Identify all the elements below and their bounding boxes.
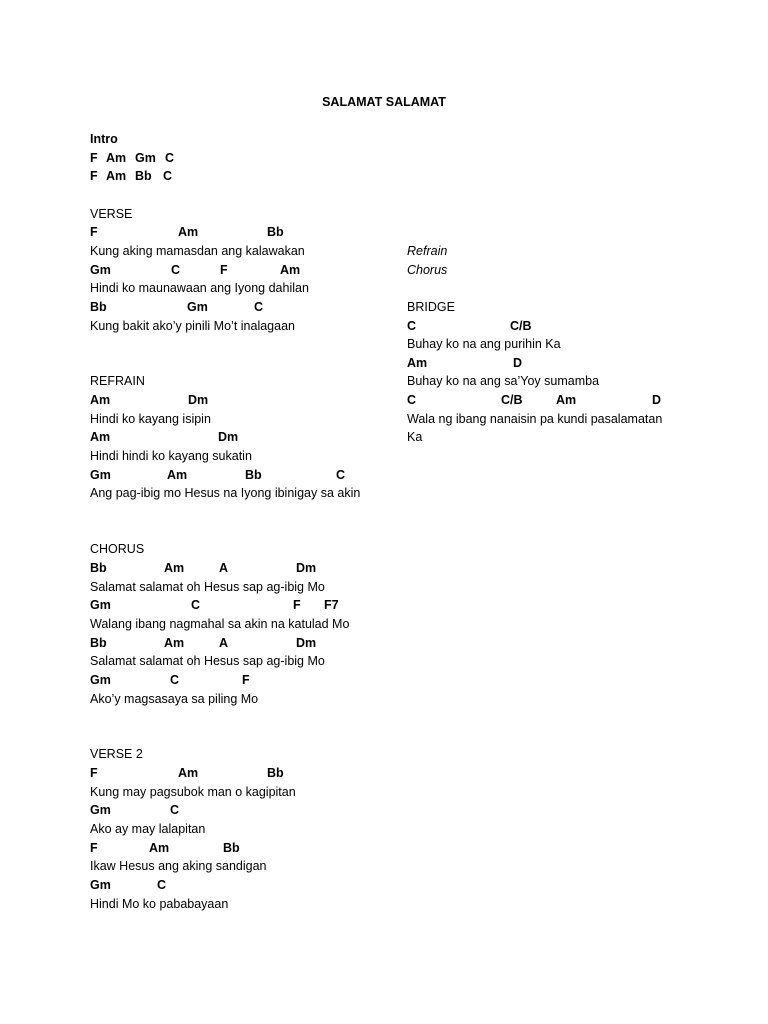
lyric-line: Ako ay may lalapitan xyxy=(90,822,206,837)
chord: F xyxy=(90,766,98,781)
chord-line xyxy=(90,671,390,690)
chord: Am xyxy=(556,393,577,408)
section-heading: VERSE 2 xyxy=(90,747,143,762)
chord: C/B xyxy=(501,393,523,408)
chord: C/B xyxy=(510,318,532,333)
chord: A xyxy=(219,635,229,650)
chord: F xyxy=(90,225,98,240)
chord: Gm xyxy=(187,299,208,314)
chord: Am xyxy=(106,169,127,184)
chord: Dm xyxy=(188,393,209,408)
chord: Gm xyxy=(90,803,111,818)
lyric-line: Salamat salamat oh Hesus sap ag-ibig Mo xyxy=(90,654,325,669)
chord: F xyxy=(220,262,228,277)
chord: Gm xyxy=(90,878,111,892)
lyric-line: Salamat salamat oh Hesus sap ag-ibig Mo xyxy=(90,579,325,594)
chord: D xyxy=(652,393,662,408)
lyric-line: Buhay ko na ang purihin Ka xyxy=(407,337,561,352)
chord: Am xyxy=(149,840,170,855)
chord-line xyxy=(90,876,390,895)
chord: Bb xyxy=(90,299,107,314)
chord: F xyxy=(90,150,98,165)
lyric-line: Hindi ko kayang isipin xyxy=(90,411,211,426)
lyric-line: Walang ibang nagmahal sa akin na katulad Mo xyxy=(90,616,350,631)
lyric-line: Kung may pagsubok man o kagipitan xyxy=(90,784,296,799)
chord-line xyxy=(90,298,390,317)
chord-line xyxy=(407,317,707,336)
chord: C xyxy=(254,299,264,314)
lyric-line: Ang pag-ibig mo Hesus na Iyong ibinigay sa akin xyxy=(90,486,361,501)
chord: Am xyxy=(407,355,428,370)
chord: F xyxy=(90,169,98,184)
chord: Am xyxy=(164,635,185,650)
chord: Gm xyxy=(135,150,156,165)
chord-line xyxy=(407,391,707,410)
chord: C xyxy=(163,169,173,184)
lyric-line: Ka xyxy=(407,430,423,445)
section-heading: REFRAIN xyxy=(90,374,145,389)
section-reference: Chorus xyxy=(407,262,448,277)
chord: Bb xyxy=(267,225,284,240)
chord: A xyxy=(219,560,229,575)
chord: Am xyxy=(178,766,199,781)
chord: Bb xyxy=(267,766,284,781)
chord: C xyxy=(336,467,346,482)
chord: F xyxy=(293,598,301,613)
chord-line xyxy=(90,764,390,783)
section-heading: VERSE xyxy=(90,206,133,221)
lyric-line: Hindi Mo ko pababayaan xyxy=(90,896,229,911)
chord: F7 xyxy=(324,598,339,613)
chord: Bb xyxy=(223,840,240,855)
chord-line xyxy=(90,261,390,280)
lyric-line: Wala ng ibang nanaisin pa kundi pasalamatan xyxy=(407,411,663,426)
chord: Bb xyxy=(90,560,107,575)
chord: Bb xyxy=(245,467,262,482)
chord: Am xyxy=(178,225,199,240)
chord: C xyxy=(157,878,167,892)
chord: Am xyxy=(90,430,111,445)
chord-line xyxy=(90,149,390,168)
chord: C xyxy=(191,598,201,613)
chord-line xyxy=(90,559,390,578)
section-heading: Intro xyxy=(90,132,118,146)
chord: Am xyxy=(90,393,111,408)
chord: Gm xyxy=(90,598,111,613)
chord: D xyxy=(513,355,523,370)
song-title: SALAMAT SALAMAT xyxy=(322,95,446,109)
lyric-line: Kung aking mamasdan ang kalawakan xyxy=(90,243,305,258)
chord: Am xyxy=(167,467,188,482)
chord: Bb xyxy=(135,169,152,184)
chord: Dm xyxy=(296,560,317,575)
chord: Am xyxy=(106,150,127,165)
chord-line xyxy=(90,223,390,242)
section-heading: BRIDGE xyxy=(407,299,455,314)
chord: C xyxy=(165,150,175,165)
chord: Dm xyxy=(296,635,317,650)
chord-line xyxy=(90,634,390,653)
lyric-line: Hindi ko maunawaan ang Iyong dahilan xyxy=(90,281,309,296)
chord-line xyxy=(90,596,390,615)
chord-line xyxy=(90,466,390,485)
chord: F xyxy=(90,840,98,855)
chord-line xyxy=(90,391,390,410)
chord: Dm xyxy=(218,430,239,445)
lyric-line: Hindi hindi ko kayang sukatin xyxy=(90,449,252,464)
chord: Gm xyxy=(90,672,111,687)
chord: C xyxy=(170,672,180,687)
section-reference: Refrain xyxy=(407,243,448,258)
chord: F xyxy=(242,672,250,687)
chord: C xyxy=(407,393,417,408)
lyric-line: Kung bakit ako’y pinili Mo’t inalagaan xyxy=(90,318,295,333)
chord-line xyxy=(90,839,390,858)
lyric-line: Buhay ko na ang sa’Yoy sumamba xyxy=(407,374,600,389)
chord: Gm xyxy=(90,262,111,277)
chord-line xyxy=(90,167,390,186)
chord: Bb xyxy=(90,635,107,650)
chord: C xyxy=(407,318,417,333)
lyric-line: Ako’y magsasaya sa piling Mo xyxy=(90,691,259,706)
lyric-line: Ikaw Hesus ang aking sandigan xyxy=(90,859,267,874)
chord: C xyxy=(171,262,181,277)
chord: C xyxy=(170,803,180,818)
chord-line xyxy=(407,354,707,373)
chord-line xyxy=(90,801,390,820)
section-heading: CHORUS xyxy=(90,542,145,557)
chord: Gm xyxy=(90,467,111,482)
chord: Am xyxy=(280,262,301,277)
chord: Am xyxy=(164,560,185,575)
chord-line xyxy=(90,428,390,447)
